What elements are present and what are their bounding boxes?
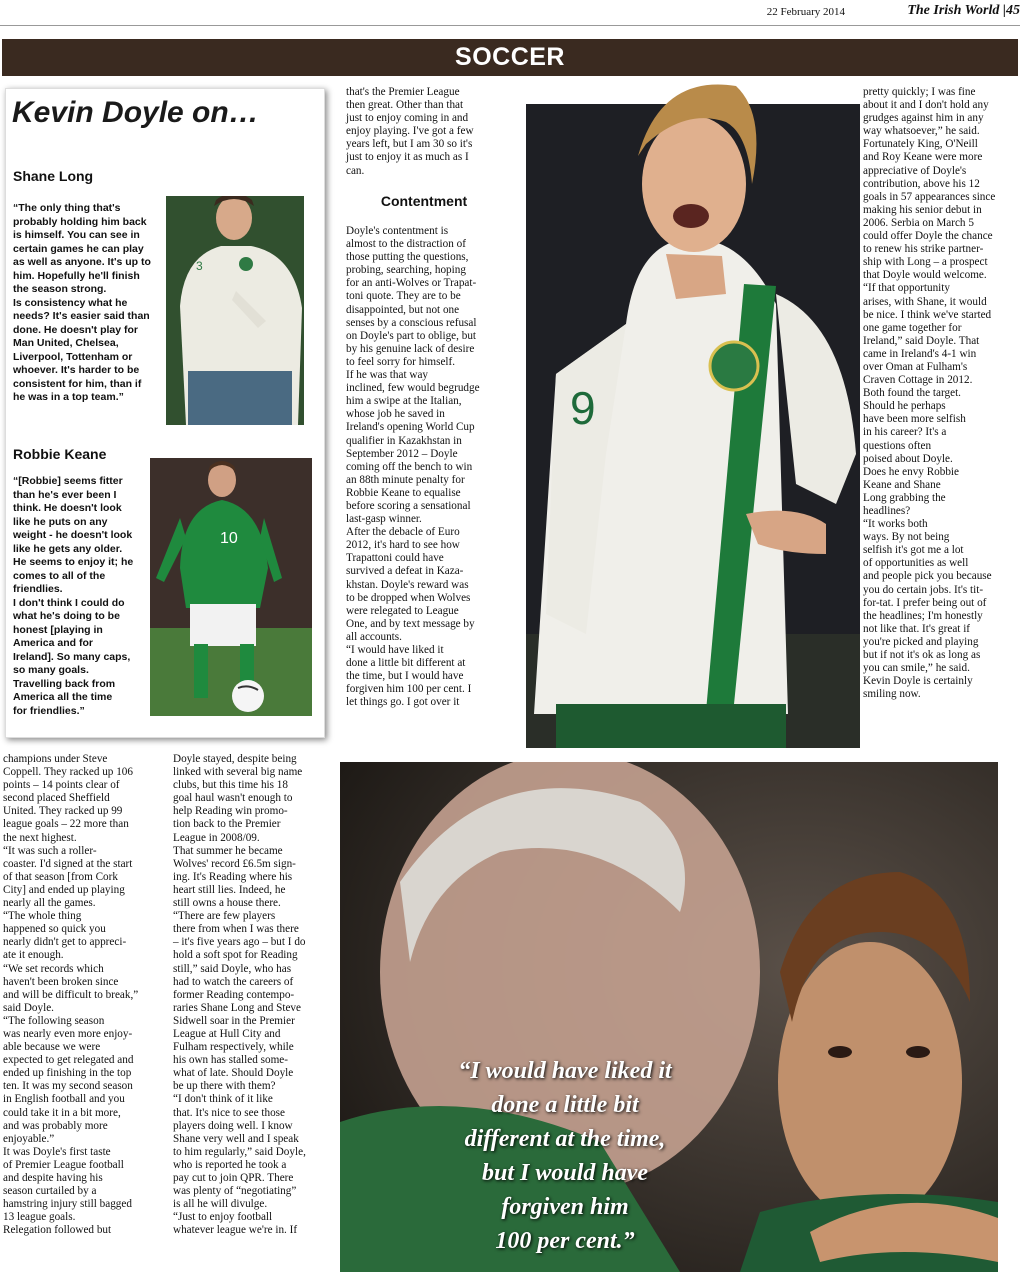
trapattoni-doyle-photo: [340, 762, 998, 1272]
sidebar-title: Kevin Doyle on…: [12, 96, 259, 129]
mid-column-body: Doyle's contentment is almost to the distraction of those putting the questions, probing, searching, hoping for an anti-Wolves or Trapat- toni quote. They are to be disappointed, but not one senses by a conscious refusal on Doyle's part to oblige, but by his genuine lack of desire to feel sorry for himself. If he was that way inclined, few would begrudge him a swipe at the Italian, whose job he saved in Ireland's opening World Cup qualifier in Kazakhstan in September 2012 – Doyle coming off the bench to win an 88th minute penalty for Robbie Keane to equalise before scoring a sensational last-gasp winner. After the debacle of Euro 2012, it's hard to see how Trapattoni could have survived a defeat in Kaza- khstan. Doyle's reward was to be dropped when Wolves were relegated to League One, and by text message by all accounts. “I would have liked it done a little bit different at the time, but I would have forgiven him 100 per cent. I let things go. I got over it: [346, 225, 480, 709]
contentment-subheading: Contentment: [380, 193, 468, 209]
separator: |: [1002, 3, 1006, 18]
robbie-keane-shirt-number: 10: [220, 530, 238, 547]
issue-date: 22 February 2014: [766, 6, 845, 18]
header-rule: [0, 25, 1020, 26]
kevin-doyle-shirt-number: 9: [570, 382, 596, 434]
mid-column-top: that's the Premier League then great. Other than that just to enjoy coming in and enjoy playing. I've got a few years left, but I am 30 so it's just to enjoy it as much as I can.: [346, 86, 474, 177]
bottom-middle-column: Doyle stayed, despite being linked with several big name clubs, but this time his 18 goal haul wasn't enough to help Reading win promo- tion back to the Premier League in 2008/09. That summer he became Wolves' record £6.5m sign- ing. It's Reading where his heart still lies. Indeed, he still owns a house there. “There are few players there from when I was there – it's five years ago – but I do hold a soft spot for Reading still,” said Doyle, who has had to watch the careers of former Reading contempo- raries Shane Long and Steve Sidwell soar in the Premier League at Hull City and Fulham respectively, while his own has stalled some- what of late. Should Doyle be up there with them? “I don't think of it like that. It's nice to see those players doing well. I know Shane very well and I speak to him regularly,” said Doyle, who is reported he took a pay cut to join QPR. There was plenty of “negotiating” is all he will divulge. “Just to enjoy football whatever league we're in. If: [173, 753, 306, 1237]
pull-quote: “I would have liked it done a little bit different at the time, but I would have forgiven him 100 per cent.”: [458, 1058, 672, 1254]
robbie-keane-photo: [150, 458, 312, 716]
bottom-left-column: champions under Steve Coppell. They racked up 106 points – 14 points clear of second placed Sheffield United. They racked up 99 league goals – 22 more than the next highest. “It was such a roller- coaster. I'd signed at the start of that season [from Cork City] and ended up playing nearly all the games. “The whole thing happened so quick you nearly didn't get to appreci- ate it enough. “We set records which haven't been broken since and will be difficult to break,” said Doyle. “The following season was nearly even more enjoy- able because we were expected to get relegated and ended up finishing in the top ten. It was my second season in English football and you could take it in a bit more, and was probably more enjoyable.” It was Doyle's first taste of Premier League football and despite having his season curtailed by a hamstring injury still bagged 13 league goals. Relegation followed but: [3, 753, 139, 1237]
shane-long-illustration: [166, 196, 304, 425]
right-column: pretty quickly; I was fine about it and I don't hold any grudges against him in any way whatsoever,” he said. Fortunately King, O'Neill and Roy Keane were more appreciative of Doyle's contribution, above his 12 goals in 57 appearances since making his senior debut in 2006. Serbia on March 5 could offer Doyle the chance to renew his strike partner- ship with Long – a prospect that Doyle would welcome. “If that opportunity arises, with Shane, it would be nice. I think we've started one game together for Ireland,” said Doyle. That came in Ireland's 4-1 win over Oman at Fulham's Craven Cottage in 2012. Both found the target. Should he perhaps have been more selfish in his career? It's a questions often poised about Doyle. Does he envy Robbie Keane and Shane Long grabbing the headlines? “It works both ways. By not being selfish it's got me a lot of opportunities as well and people pick you because you do certain jobs. It's tit- for-tat. I prefer being out of the headlines; I'm honestly not like that. It's great if you're picked and playing but if not it's ok as long as you can smile,” he said. Kevin Doyle is certainly smiling now.: [863, 86, 996, 701]
robbie-keane-quote: “[Robbie] seems fitter than he's ever been I think. He doesn't look like he puts on any weight - he doesn't look like he gets any older. He seems to enjoy it; he comes to all of the friendlies. I don't think I could do what he's doing to be honest [playing in America and for Ireland]. So many caps, so many goals. Travelling back from America all the time for friendlies.”: [13, 475, 134, 717]
kevin-doyle-photo: [526, 74, 860, 748]
page-number: 45: [1006, 3, 1020, 18]
robbie-keane-heading: Robbie Keane: [13, 446, 107, 462]
section-banner: SOCCER: [2, 39, 1018, 76]
shane-long-shirt-number: 3: [196, 259, 203, 273]
shane-long-heading: Shane Long: [13, 168, 94, 184]
publication-name: The Irish World: [907, 3, 1000, 18]
shane-long-quote: “The only thing that's probably holding him back is himself. You can see in certain games he can play as well as anyone. It's up to him. Hopefully he'll finish the season strong. Is consistency what he needs? It's easier said than done. He doesn't play for Man United, Chelsea, Liverpool, Tottenham or whoever. It's harder to be consistent for him, than if he was in a top team.”: [13, 202, 151, 403]
masthead: [907, 3, 1020, 19]
